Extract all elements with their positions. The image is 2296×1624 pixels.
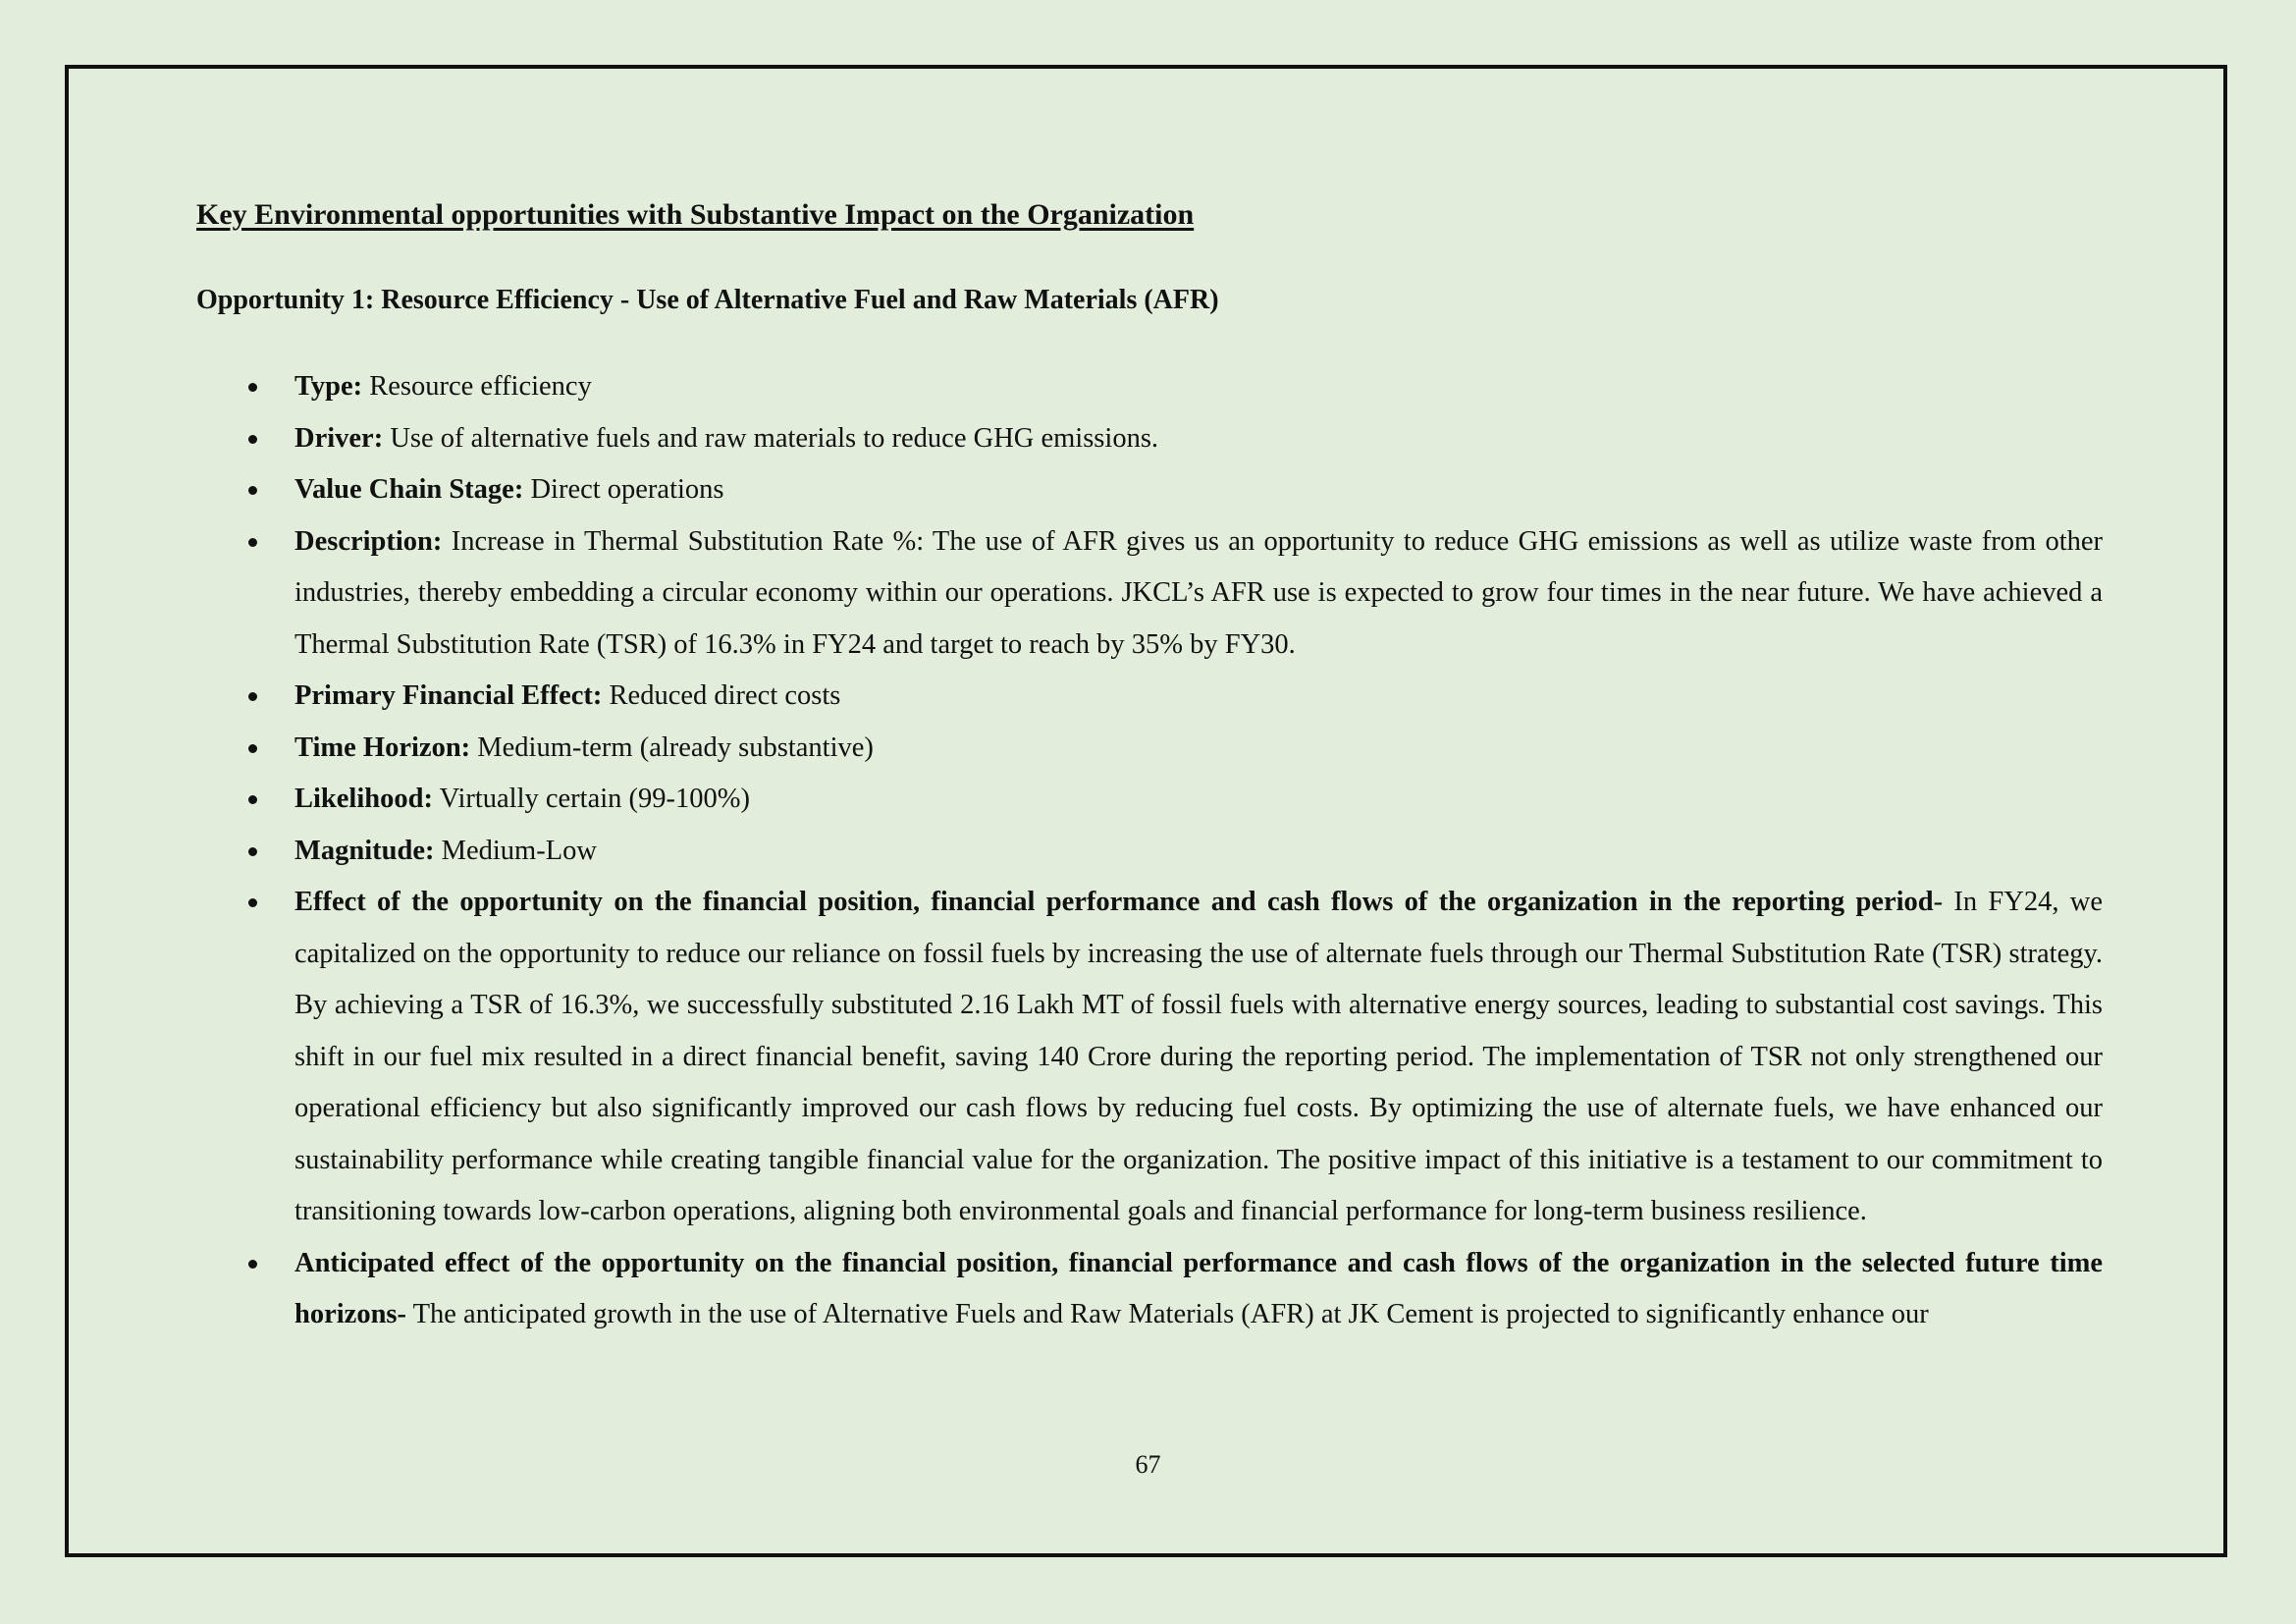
item-text: Use of alternative fuels and raw materials to reduce GHG emissions. xyxy=(383,422,1159,454)
list-item-type xyxy=(196,361,2103,413)
bullet-icon xyxy=(248,847,257,856)
bullet-icon xyxy=(248,435,257,444)
list-item-time-horizon xyxy=(196,723,2103,775)
list-item-magnitude xyxy=(196,826,2103,878)
bullet-icon xyxy=(248,692,257,701)
list-item-description xyxy=(196,516,2103,672)
bullet-icon xyxy=(248,795,257,804)
item-label: Likelihood: xyxy=(294,784,433,814)
bullet-icon xyxy=(248,538,257,547)
item-text: Direct operations xyxy=(523,474,724,505)
bullet-icon xyxy=(248,898,257,907)
list-item-primary-financial-effect xyxy=(196,671,2103,723)
bullet-icon xyxy=(248,486,257,495)
list-item-value-chain-stage xyxy=(196,464,2103,516)
item-label: Anticipated effect of the opportunity on the financial position, financial performance and cash flows of the organization in the selected future time horizons- xyxy=(294,1247,2103,1329)
opportunity-details-list xyxy=(196,361,2103,1341)
bullet-icon xyxy=(248,744,257,753)
bullet-icon xyxy=(248,1260,257,1269)
list-item-likelihood xyxy=(196,774,2103,826)
item-text: - In FY24, we capitalized on the opportunity to reduce our reliance on fossil fuels by increasing the use of alternate fuels through our Thermal Substitution Rate (TSR) strategy. By achieving a TSR of 16.3%, we successfully substituted 2.16 Lakh MT of fossil fuels with alternative energy sources, leading to substantial cost savings. This shift in our fuel mix resulted in a direct financial benefit, saving 140 Crore during the reporting period. The implementation of TSR not only strengthened our operational efficiency but also significantly improved our cash flows by reducing fuel costs. By optimizing the use of alternate fuels, we have enhanced our sustainability performance while creating tangible financial value for the organization. The positive impact of this initiative is a testament to our commitment to transitioning towards low-carbon operations, aligning both environmental goals and financial performance for long-term business resilience. xyxy=(294,887,2103,1226)
list-item-driver xyxy=(196,413,2103,465)
list-item-anticipated-effect xyxy=(196,1238,2103,1341)
item-label: Time Horizon: xyxy=(294,731,471,763)
page-title: Key Environmental opportunities with Substantive Impact on the Organization xyxy=(196,198,1195,231)
item-text: Medium-term (already substantive) xyxy=(470,731,874,763)
item-label: Primary Financial Effect: xyxy=(294,680,603,711)
item-text: Medium-Low xyxy=(434,835,597,866)
item-label: Type: xyxy=(294,371,363,402)
item-text: Reduced direct costs xyxy=(602,680,841,711)
item-text: Increase in Thermal Substitution Rate %: The use of AFR gives us an opportunity to reduce GHG emissions as well as utilize waste from other industries, thereby embedding a circular economy within our operations. JKCL’s AFR use is expected to grow four times in the near future. We have achieved a Thermal Substitution Rate (TSR) of 16.3% in FY24 and target to reach by 35% by FY30. xyxy=(294,525,2103,660)
item-label: Description: xyxy=(294,525,443,557)
bullet-icon xyxy=(248,383,257,392)
item-label: Magnitude: xyxy=(294,835,435,866)
page-content xyxy=(196,192,2103,1341)
list-item-current-effect xyxy=(196,877,2103,1238)
item-label: Driver: xyxy=(294,422,384,454)
item-text: Virtually certain (99-100%) xyxy=(432,784,751,814)
item-label: Value Chain Stage: xyxy=(294,474,524,505)
page-number: 67 xyxy=(1135,1450,1161,1479)
item-text: Resource efficiency xyxy=(362,371,592,402)
item-label: Effect of the opportunity on the financial position, financial performance and cash flows of the organization in the reporting period xyxy=(294,887,1934,917)
opportunity-heading: Opportunity 1: Resource Efficiency - Use of Alternative Fuel and Raw Materials (AFR) xyxy=(196,285,1219,315)
item-text: The anticipated growth in the use of Alternative Fuels and Raw Materials (AFR) at JK Cement is projected to significantly enhance our xyxy=(406,1299,1929,1329)
